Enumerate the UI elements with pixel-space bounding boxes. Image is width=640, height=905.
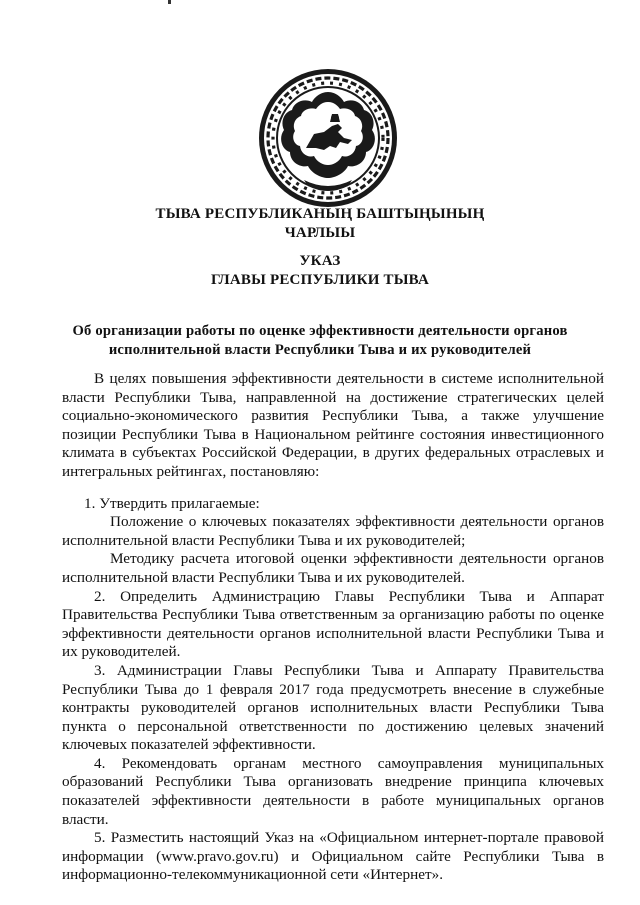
- decree-label: УКАЗ: [299, 253, 341, 269]
- item-2: 2. Определить Администрацию Главы Республики Тыва и Аппарат Правительства Республики Тыва ответственным за организацию работы по оценке эффективности деятельности органов исполнительной власти Республики Тыва и их руководителей.: [62, 587, 604, 661]
- item-1: 1. Утвердить прилагаемые:: [84, 494, 260, 512]
- header-line-1: ТЫВА РЕСПУБЛИКАНЫҢ БАШТЫҢЫНЫҢ: [155, 206, 485, 222]
- preamble-paragraph: В целях повышения эффективности деятельности в системе исполнительной власти Республики Тыва, направленной на достижение стратегических целей социально-экономического развития Республики Тыва, а также улучшение позиции Республики Тыва в Национальном рейтинге состояния инвестиционного климата в субъектах Российской Федерации, в других федеральных отраслевых и интегральных рейтингах, постановляю:: [62, 370, 604, 480]
- decree-author: ГЛАВЫ РЕСПУБЛИКИ ТЫВА: [211, 272, 429, 288]
- scan-mark: [168, 0, 171, 4]
- title-line-1: Об организации работы по оценке эффективности деятельности органов: [72, 323, 568, 339]
- document-body: [62, 370, 604, 885]
- item-5: 5. Разместить настоящий Указ на «Официальном интернет-портале правовой информации (www.pravo.gov.ru) и Официальном сайте Республики Тыва в информационно-телекоммуникационной сети «Интернет».: [62, 829, 604, 884]
- item-3: 3. Администрации Главы Республики Тыва и Аппарату Правительства Республики Тыва до 1 февраля 2017 года предусмотреть внесение в служебные контракты руководителей органов исполнительных власти Республики Тыва пункта о персональной ответственности по достижению целевых значений ключевых показателей эффективности.: [62, 661, 604, 754]
- item-1-methodology: Методику расчета итоговой оценки эффективности деятельности органов исполнительной власти Республики Тыва и их руководителей.: [62, 550, 604, 586]
- title-line-2: исполнительной власти Республики Тыва и их руководителей: [108, 342, 532, 358]
- header-line-2: ЧАРЛЫЫ: [284, 225, 356, 241]
- coat-of-arms-emblem: [258, 68, 398, 208]
- item-4: 4. Рекомендовать органам местного самоуправления муниципальных образований Республики Тыва организовать внедрение принципа ключевых показателей эффективности деятельности в работе муниципальных органов власти.: [62, 754, 604, 828]
- item-1-regulation: Положение о ключевых показателях эффективности деятельности органов исполнительной власти Республики Тыва и их руководителей;: [62, 513, 604, 549]
